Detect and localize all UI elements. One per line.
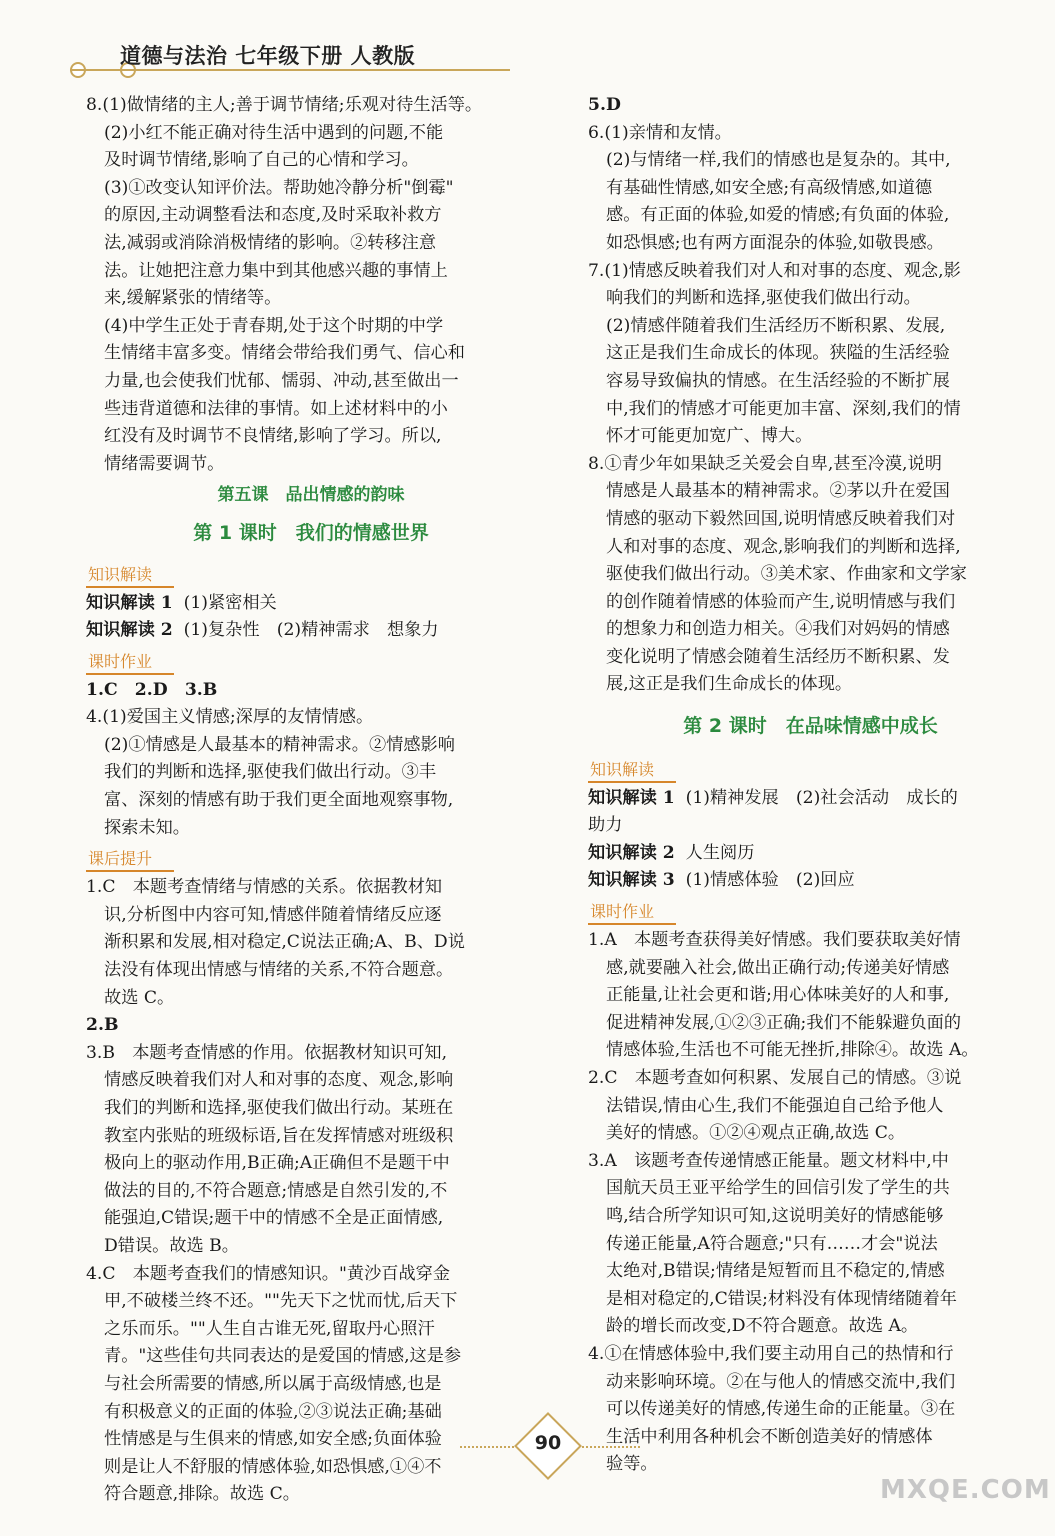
- answer-line: 力量,也会使我们忧郁、懦弱、冲动,甚至做出一: [104, 370, 459, 391]
- answer-line: 4.C 本题考查我们的情感知识。"黄沙百战穿金: [86, 1263, 451, 1284]
- answer-line: 情绪需要调节。: [104, 453, 225, 474]
- answer-line: 这正是我们生命成长的体现。狭隘的生活经验: [606, 343, 950, 364]
- answer-line: 如恐惧感;也有两方面混杂的体验,如敬畏感。: [606, 232, 944, 253]
- answer-line: 人和对事的态度、观念,影响我们的判断和选择,: [606, 536, 961, 557]
- answer-line: 3.A 该题考查传递情感正能量。题文材料中,中: [588, 1150, 949, 1171]
- answer-line: 传递正能量,A符合题意;"只有……才会"说法: [606, 1233, 938, 1254]
- knowledge-text: (1)情感体验 (2)回应: [685, 870, 855, 891]
- answer-line: 8.(1)做情绪的主人;善于调节情绪;乐观对待生活等。: [86, 95, 483, 115]
- answer-line: 我们的判断和选择,驱使我们做出行动。某班在: [104, 1098, 454, 1118]
- section-tag-after-class: 课后提升: [86, 848, 174, 872]
- answer-line: 4.①在情感体验中,我们要主动用自己的热情和行: [588, 1343, 954, 1364]
- answer-line: 识,分析图中内容可知,情感伴随着情绪反应逐: [104, 904, 442, 925]
- answer-line: 法没有体现出情感与情绪的关系,不符合题意。: [104, 960, 454, 981]
- answer-line: 极向上的驱动作用,B正确;A正确但不是题干中: [104, 1153, 450, 1174]
- answer-line: 符合题意,排除。故选 C。: [104, 1484, 300, 1505]
- answer-line: 情感反映着我们对人和对事的态度、观念,影响: [104, 1070, 454, 1091]
- footer-dots: [460, 1446, 518, 1448]
- answer-line: (3)①改变认知评价法。帮助她冷静分析"倒霉": [104, 177, 454, 198]
- answer-line: 的想象力和创造力相关。④我们对妈妈的情感: [606, 619, 950, 640]
- answer-line: 6.(1)亲情和友情。: [588, 122, 732, 143]
- answer-line: 红没有及时调节不良情绪,影响了学习。所以,: [104, 426, 442, 447]
- answer-line: 渐积累和发展,相对稳定,C说法正确;A、B、D说: [104, 932, 465, 953]
- knowledge-text: 人生阅历: [685, 842, 755, 863]
- answer-line: 1.C 本题考查情绪与情感的关系。依据教材知: [86, 877, 443, 898]
- answer-line: 法。让她把注意力集中到其他感兴趣的事情上: [104, 260, 448, 281]
- answer-line: 是相对稳定的,C错误;材料没有体现情绪随着年: [606, 1288, 957, 1309]
- knowledge-text: (1)复杂性 (2)精神需求 想象力: [183, 620, 439, 641]
- period-title: 第 1 课时 我们的情感世界: [193, 521, 429, 544]
- answer-line: 的创作随着情感的体验而产生,说明情感与我们: [606, 591, 956, 612]
- answer-line: 2.B: [86, 1015, 119, 1036]
- footer-dots: [582, 1446, 640, 1448]
- answer-line: 教室内张贴的班级标语,旨在发挥情感对班级积: [104, 1125, 454, 1146]
- answer-line: 富、深刻的情感有助于我们更全面地观察事物,: [104, 790, 454, 811]
- answer-line: 性情感是与生俱来的情感,如安全感;负面体验: [104, 1429, 442, 1450]
- knowledge-label: 知识解读 1: [588, 787, 675, 808]
- answer-line: 有基础性情感,如安全感;有高级情感,如道德: [606, 177, 933, 198]
- answer-line: 国航天员王亚平给学生的回信引发了学生的共: [606, 1178, 950, 1199]
- page-number: 90: [534, 1432, 562, 1454]
- answer-line: 来,缓解紧张的情绪等。: [104, 288, 282, 309]
- answer-line: 龄的增长而改变,D不符合题意。故选 A。: [606, 1316, 919, 1337]
- answer-line: 感,就要融入社会,做出正确行动;传递美好情感: [606, 957, 950, 978]
- answer-line: 展,这正是我们生命成长的体现。: [606, 674, 853, 695]
- section-tag-homework: 课时作业: [588, 901, 676, 925]
- answer-line: 7.(1)情感反映着我们对人和对事的态度、观念,影: [588, 260, 961, 281]
- answer-line: 故选 C。: [104, 987, 175, 1008]
- answer-line: 可以传递美好的情感,传递生命的正能量。③在: [606, 1399, 956, 1420]
- knowledge-label: 知识解读 3: [588, 870, 675, 891]
- answer-line: 正能量,让社会更和谐;用心体味美好的人和事,: [606, 985, 950, 1006]
- knowledge-label: 知识解读 2: [588, 842, 675, 863]
- answer-line: 情感是人最基本的精神需求。②茅以升在爱国: [606, 481, 950, 502]
- answer-line: 之乐而乐。""人生自古谁无死,留取丹心照汗: [104, 1318, 435, 1339]
- section-tag-knowledge: 知识解读: [86, 564, 174, 588]
- page-header: [70, 38, 530, 78]
- answer-line: 情感的驱动下毅然回国,说明情感反映着我们对: [606, 508, 956, 529]
- answer-line: 4.(1)爱国主义情感;深厚的友情情感。: [86, 707, 374, 728]
- answer-line: 能强迫,C错误;题干中的情感不全是正面情感,: [104, 1208, 444, 1229]
- left-column: [86, 92, 536, 1509]
- answer-line: 感。有正面的体验,如爱的情感;有负面的体验,: [606, 205, 950, 226]
- period-title: 第 2 课时 在品味情感中成长: [683, 715, 938, 738]
- answer-line: 生情绪丰富多变。情绪会带给我们勇气、信心和: [104, 343, 465, 364]
- answer-line: 美好的情感。①②④观点正确,故选 C。: [606, 1123, 906, 1144]
- section-tag-knowledge: 知识解读: [588, 759, 676, 783]
- answer-line: 5.D: [588, 95, 621, 115]
- answer-line: 法错误,情由心生,我们不能强迫自己给予他人: [606, 1095, 944, 1116]
- answer-line: 情感体验,生活也不可能无挫折,排除④。故选 A。: [606, 1040, 979, 1061]
- answer-line: 1.C 2.D 3.B: [86, 679, 218, 700]
- watermark: MXQE.COM: [880, 1475, 1051, 1505]
- book-title: 道德与法治 七年级下册 人教版: [120, 44, 416, 68]
- answer-line: 我们的判断和选择,驱使我们做出行动。③丰: [104, 762, 437, 783]
- answer-line: 响我们的判断和选择,驱使我们做出行动。: [606, 288, 921, 309]
- answer-line: (4)中学生正处于青春期,处于这个时期的中学: [104, 315, 444, 336]
- answer-line: 法,减弱或消除消极情绪的影响。②转移注意: [104, 232, 437, 253]
- answer-line: 变化说明了情感会随着生活经历不断积累、发: [606, 646, 950, 667]
- answer-line: 些违背道德和法律的事情。如上述材料中的小: [104, 398, 448, 419]
- answer-line: 则是让人不舒服的情感体验,如恐惧感,①④不: [104, 1456, 442, 1477]
- knowledge-text: (1)紧密相关: [183, 592, 277, 613]
- answer-line: (2)①情感是人最基本的精神需求。②情感影响: [104, 734, 455, 755]
- answer-line: 及时调节情绪,影响了自己的心情和学习。: [104, 150, 419, 171]
- answer-line: 动来影响环境。②在与他人的情感交流中,我们: [606, 1371, 956, 1392]
- answer-line: 8.①青少年如果缺乏关爱会自卑,甚至冷漠,说明: [588, 453, 942, 474]
- answer-line: 3.B 本题考查情感的作用。依据教材知识可知,: [86, 1042, 448, 1063]
- answer-line: 容易导致偏执的情感。在生活经验的不断扩展: [606, 370, 950, 391]
- answer-line: 甲,不破楼兰终不还。""先天下之忧而忧,后天下: [104, 1291, 458, 1312]
- answer-line: 的原因,主动调整看法和态度,及时采取补救方: [104, 205, 442, 226]
- answer-line: 促进精神发展,①②③正确;我们不能躲避负面的: [606, 1012, 962, 1033]
- answer-line: 验等。: [606, 1454, 658, 1475]
- answer-line: 中,我们的情感才可能更加丰富、深刻,我们的情: [606, 398, 961, 419]
- page-footer: [460, 1422, 640, 1472]
- answer-line: 驱使我们做出行动。③美术家、作曲家和文学家: [606, 564, 967, 585]
- answer-line: 怀才可能更加宽广、博大。: [606, 426, 813, 447]
- answer-line: 与社会所需要的情感,所以属于高级情感,也是: [104, 1373, 442, 1394]
- right-column: [588, 92, 1033, 1479]
- answer-line: D错误。故选 B。: [104, 1235, 239, 1256]
- knowledge-text: 助力: [588, 815, 623, 836]
- knowledge-label: 知识解读 1: [86, 592, 173, 613]
- answer-line: 2.C 本题考查如何积累、发展自己的情感。③说: [588, 1068, 962, 1088]
- answer-line: (2)小红不能正确对待生活中遇到的问题,不能: [104, 122, 444, 143]
- lesson-title: 第五课 品出情感的韵味: [217, 485, 405, 506]
- answer-line: (2)情感伴随着我们生活经历不断积累、发展,: [606, 315, 946, 336]
- answer-line: 鸣,结合所学知识可知,这说明美好的情感能够: [606, 1205, 944, 1226]
- knowledge-label: 知识解读 2: [86, 620, 173, 641]
- knowledge-text: (1)精神发展 (2)社会活动 成长的: [685, 787, 958, 808]
- answer-line: 1.A 本题考查获得美好情感。我们要获取美好情: [588, 930, 961, 951]
- answer-line: 生活中利用各种机会不断创造美好的情感体: [606, 1426, 933, 1447]
- answer-line: 有积极意义的正面的体验,②③说法正确;基础: [104, 1401, 442, 1422]
- answer-line: 青。"这些佳句共同表达的是爱国的情感,这是参: [104, 1346, 462, 1367]
- answer-line: (2)与情绪一样,我们的情感也是复杂的。其中,: [606, 150, 951, 171]
- section-tag-homework: 课时作业: [86, 651, 174, 675]
- answer-line: 做法的目的,不符合题意;情感是自然引发的,不: [104, 1180, 448, 1201]
- answer-line: 探索未知。: [104, 817, 190, 838]
- answer-line: 太绝对,B错误;情绪是短暂而且不稳定的,情感: [606, 1261, 945, 1282]
